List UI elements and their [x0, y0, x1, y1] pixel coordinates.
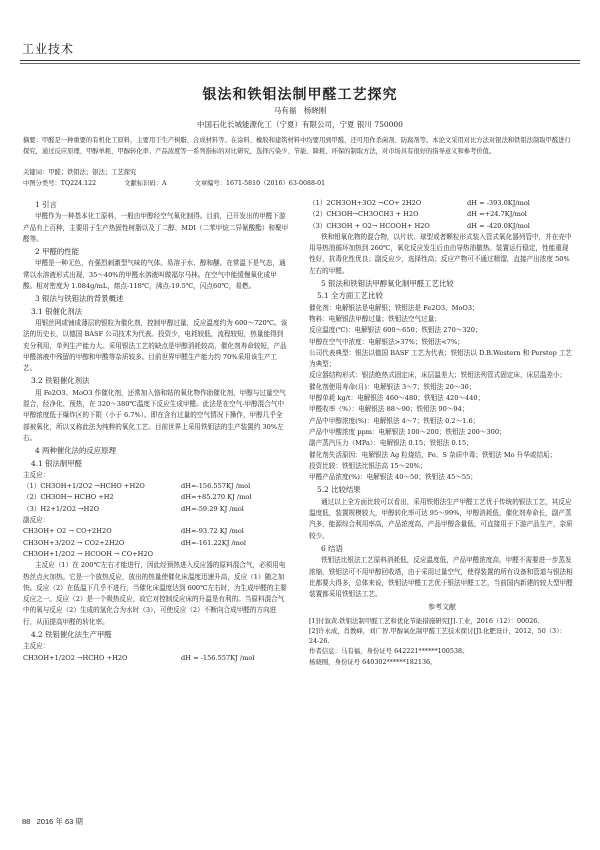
equation-formula: （2）CH3OH→ HCHO +H2	[23, 493, 114, 502]
equation-line	[23, 549, 289, 560]
issue-label: 2016 年 63 期	[36, 817, 83, 826]
reference-item: 作者信息：马有福，身份证号 642221******100538。	[309, 647, 469, 656]
equation-formula: CH3OH+ O2 → CO+2H2O	[23, 527, 112, 536]
subsection-heading: 4.1 银法制甲醛	[31, 458, 83, 468]
equation-enthalpy: dH = -393.0KJ/mol	[467, 199, 530, 207]
subsection-heading: 5.1 全方面工艺比较	[317, 291, 383, 301]
equation-line	[23, 492, 289, 503]
equation-formula: （2）CH3OH→CH3OCH3 + H2O	[309, 210, 419, 219]
page-number: 88	[22, 817, 31, 826]
text-line: 投资比较：铁钼法比银法高 15～20%；	[309, 461, 427, 470]
document-code: 文献标识码：A	[124, 180, 167, 187]
equation-formula: （3）CH3OH + O2→ HCOOH+ H2O	[309, 221, 430, 230]
text-line: 催化剂失活原因：电解银法 Ag 粒烧结，Fe、S 杂质中毒；铁钼法 Mo 升华或结垢；	[309, 450, 557, 459]
reference-item: [1]付叙黄.铁钼法制甲醛工艺和优化节能措施研究[J].工业，2016（12）：00026.	[309, 616, 540, 625]
equation-enthalpy	[181, 549, 289, 560]
text-line: 甲醛收率（%）：电解银法 88～90；铁钼法 90～94；	[309, 405, 469, 414]
text-line: 产品中甲酸浓度 ppm：电解银法 100～200；铁钼法 200～300；	[309, 427, 506, 436]
section-heading: 3 银法与铁钼法的背景概述	[35, 294, 124, 304]
equation-enthalpy: dH =+24.7KJ/mol	[467, 210, 527, 219]
right-column	[309, 198, 575, 667]
abstract: 摘要：甲醛是一种重要的有机化工原料，主要用于生产树脂、合成材料等。在涂料、橡胶和建筑材料中均要用到甲醛，还可用作杀菌剂、防腐剂等。本论文采用对比方法对银法和铁钼法制取甲醛进行探究，通过反应原理、甲醇单耗、甲醇转化率、产品浓度等一系列指标的对比研究，选择污染少、节能、降耗、环保的制取方法，对市场具有很好的指导意义和参考价值。	[23, 137, 571, 155]
affiliation: 中国石化长城能源化工（宁夏）有限公司，宁夏 银川 750000	[197, 120, 403, 129]
keywords: 关键词：甲醛；铁钼法；银法；工艺探究	[23, 169, 137, 176]
paragraph: 甲醛是一种无色，有强烈刺激型气味的气体。易溶于水、醇和醚。在常温下是气态，通常以水溶液形式出现，35～40%的甲醛水溶液叫做福尔马林。在空气中能缓慢氧化成甲酸。相对密度为 1.084g/mL，熔点-118℃，沸点-19.5℃，闪点60℃，易燃。	[23, 259, 286, 291]
equation-enthalpy: dH=-93.72 KJ /mol	[181, 527, 244, 536]
reference-item: 杨晓刚，身份证号 640302******182136。	[309, 657, 437, 666]
equation-formula: （3）H2+1/2O2 →H2O	[23, 504, 100, 513]
subsection-heading: 5.2 比较结果	[317, 485, 361, 495]
article-title: 银法和铁钼法制甲醛工艺探究	[202, 87, 398, 103]
paragraph: 用银丝网或铺成薄层的银粒为催化剂，控制甲醇过量，反应温度约为 600～720℃。该法的历史长，以德国 BASF 公司技术为代表。投资少，电耗较低，流程较短，热量能得到充分利用，单列生产能力大。采用银法工艺的缺点是甲醇消耗较高，催化剂寿命较短，产品甲醛溶液中残留的甲醇和甲酸等杂质较多。目前世界甲醛生产能力约 70%采用该生产工艺。	[23, 318, 288, 373]
equation-line	[23, 653, 289, 664]
equation-enthalpy: dH=-59.29 KJ /mol	[181, 504, 244, 513]
text-line: 甲醇在空气中浓度：电解银法>37%；铁钼法<7%；	[309, 337, 464, 346]
equation-enthalpy: dH=+85.270 KJ /mol	[181, 493, 252, 502]
text-line: 产品中甲醇浓度(%)：电解银法 4～7；铁钼法 0.2～1.6；	[309, 416, 480, 425]
equation-enthalpy: dH=-161.22KJ /mol	[181, 538, 247, 547]
text-line: 副产蒸汽压力（MPa）：电解银法 0.15；铁钼法 0.15；	[309, 439, 473, 448]
paragraph: 主反应（1）在 200℃左右才能进行，因此经预热进入反应器的原料混合气，必须用电热丝点火加热。它是一个放热反应，放出的热量使催化床温度迅速升高，反应（1）随之加快。反应（2）在低温下几乎不进行，当催化床温度达到 600℃左右时，为生成甲醛的主要反应之一。反应（2）是一个吸热反应，故它对控制反应床的升温是有利的。当原料混合气中的氧与反应（2）生成的氢化合为水时（3），可使反应（2）不断向合成甲醛的方向进行，从而提高甲醛的转化率。	[23, 561, 287, 626]
equation-line	[23, 526, 289, 537]
left-column	[23, 198, 289, 664]
section-heading: 4 两种催化法的反应原理	[35, 446, 116, 456]
paragraph: 铁和钼氧化物的混合物，以片状、球型或者颗粒形式装入管式氧化器列管中，并在壳中用导热油循环加热到 260℃，氧化反应发生后由由导热油撤热。装置运行稳定，性能重现性好，抗毒化性优良；副反应少，选择性高；反应产物可不通过精馏，直接产出浓度 50%左右的甲醛。	[309, 232, 572, 275]
text-line: 甲醇单耗 kg/t：电解银法 460～480；铁钼法 420～440；	[309, 394, 485, 403]
subsection-heading: 3.2 铁钼催化剂法	[31, 376, 90, 386]
equation-enthalpy: dH = -156.557KJ /mol	[181, 653, 255, 662]
text-line: 甲醛产品浓度(%)：电解银法 40～50；铁钼法 45～55；	[309, 473, 477, 482]
reference-item: [2]许永成，肖教峰，刘广智.甲醇氧化制甲醛工艺技术探讨[J].化肥设计，2012，50（3）：24-26.	[309, 626, 566, 646]
paragraph: 通过以上全方面比较可以看出，采用铁钼法生产甲醛工艺优于传统的银法工艺，其反应温度低，装置规模较大，甲醇转化率可达 95～99%，甲醇消耗低，催化剂寿命长，副产蒸汽多，能源综合利用率高，产品浓度高，产品甲醇含量低，可直接用于下游产品生产，杂质较少。	[309, 497, 573, 540]
text-line: 反应器结构形式：银法绝热式固定床，床层温差大；铁钼法列管式固定床，床层温差小；	[309, 371, 567, 380]
text-line: 反应温度(℃)：电解银法 600～650；铁钼法 270～320；	[309, 326, 482, 335]
equation-formula: （1）2CH3OH+3O2 →CO+ 2H2O	[309, 199, 422, 207]
header-rule	[20, 60, 580, 61]
equation-formula: （1）CH3OH+1/2O2 →HCHO +H2O	[23, 482, 145, 491]
paragraph: 铁钼法比银法工艺原料消耗低，反应温度低，产品甲醛浓度高，甲醛不需要进一步蒸发浓缩，铁钼法可不用甲醇回收塔，由于采用过量空气，使得装置的所有设备和管道与银法相比都要大得多，总体来说，铁钼法甲醛工艺优于银法甲醛工艺，当前国内新建的较大型甲醛装置都采用铁钼法工艺。	[309, 556, 573, 599]
equation-line	[309, 209, 575, 220]
subsection-heading: 3.1 银催化剂法	[31, 306, 83, 316]
section-heading: 5 银法和铁钼法甲醇氧化制甲醛工艺比较	[321, 279, 454, 289]
equation-enthalpy: dH=-156.557KJ /mol	[181, 482, 251, 491]
header-rule-thin	[20, 63, 580, 64]
subsection-heading: 4.2 铁钼催化法生产甲醛	[31, 629, 112, 639]
page-footer	[22, 816, 83, 827]
equation-line	[23, 481, 289, 492]
clc-number: 中图分类号：TQ224.122	[23, 180, 97, 187]
text-line: 主反应：	[23, 470, 50, 479]
section-header: 工业技术	[22, 42, 75, 56]
authors: 马有福 杨晓刚	[273, 106, 327, 115]
equation-line	[309, 221, 575, 232]
article-number: 文章编号：1671-5810（2016）63-0088-01	[194, 180, 326, 187]
text-line: 催化剂使用寿命(月)：电解银法 3～7；铁钼法 20～36；	[309, 382, 476, 391]
text-line: 物料：电解银法甲醇过量；铁钼法空气过量；	[309, 314, 441, 323]
equation-formula: CH3OH+1/2O2 → HCOOH → CO+H2O	[23, 549, 154, 558]
text-line: 公司代表典型：银法以德国 BASF 工艺为代表；铁钼法以 D.B.Western 和 Perstop 工艺为典型；	[309, 348, 573, 369]
classification-line	[23, 178, 577, 187]
section-heading: 2 甲醛的性能	[35, 247, 80, 257]
text-line: 主反应：	[23, 642, 50, 651]
paragraph: 用 Fe2O3、MoO3 作催化剂，还常加入铬和钴的氧化物作助催化剂，甲醇与过量空气混合，经净化、预热，在 320～380℃温度下反应生成甲醛。此法是在空气-甲醇混合气中甲醇浓度低于爆炸区的下限（小于 6.7%）。即在含有过量的空气情况下操作，甲醇几乎全部被氧化，所以又称此法为纯粹的氧化工艺。目前世界上采用铁钼法的生产装置约 30%左右。	[23, 388, 286, 442]
equation-line	[309, 198, 575, 209]
equation-line	[23, 538, 289, 549]
section-heading: 1 引言	[35, 200, 57, 209]
equation-formula: CH3OH+3/2O2 → CO2+2H2O	[23, 538, 125, 547]
references-heading: 参考文献	[428, 603, 456, 612]
equation-enthalpy: dH = -420.0KJ/mol	[467, 221, 530, 230]
section-heading: 6 结语	[321, 543, 343, 553]
equation-formula: CH3OH+1/2O2 →HCHO +H2O	[23, 653, 128, 662]
text-line: 催化剂：电解银法是电解银；铁钼法是 Fe2O3、MoO3；	[309, 303, 479, 312]
equation-line	[23, 504, 289, 515]
text-line: 副反应：	[23, 516, 50, 525]
paragraph: 甲醛作为一种基本化工原料，一般由甲醇经空气氧化制得。目前，已开发出的甲醛下游产品有上百种，主要用于生产热固性树脂以及丁二醇、MDI（二苯甲烷二异氰酸酯）和聚甲醛等。	[23, 212, 289, 243]
